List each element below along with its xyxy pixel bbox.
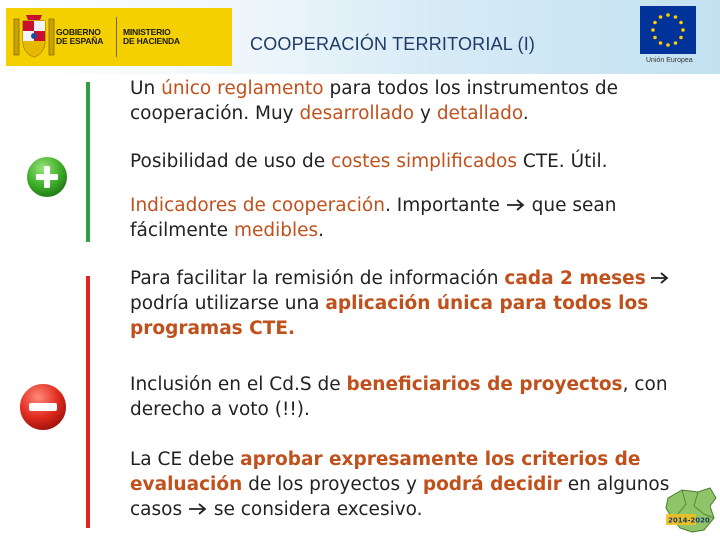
text: Un: [130, 78, 162, 99]
eu-caption: Unión Europea: [646, 57, 693, 64]
text: de los proyectos y: [242, 474, 423, 495]
coat-of-arms-icon: [12, 11, 56, 63]
text: en algunos casos: [130, 474, 670, 520]
government-name: GOBIERNO DE ESPAÑA: [56, 27, 104, 46]
arrow-right-icon: [188, 502, 208, 516]
highlight: cada 2 meses: [504, 268, 646, 289]
highlight: aplicación única para todos los programas CTE.: [130, 293, 649, 339]
arrow-right-icon: [650, 271, 670, 285]
eu-flag-icon: [640, 6, 696, 54]
text: se considera excesivo.: [207, 499, 423, 520]
programme-map-logo: [664, 484, 718, 536]
text: , con derecho a voto (!!).: [130, 374, 668, 420]
eu-logo: [638, 6, 714, 68]
text: podría utilizarse una: [130, 293, 326, 314]
negative-section-bar: [86, 276, 90, 528]
arrow-right-icon: [506, 198, 526, 212]
negative-item: [130, 372, 700, 422]
text: para todos los instrumentos de cooperación. Muy: [130, 78, 618, 124]
negative-item: [130, 266, 700, 341]
highlight: Indicadores de cooperación: [130, 195, 385, 216]
plus-circle-icon: [24, 154, 70, 200]
positive-item: [130, 76, 700, 126]
highlight: beneficiarios de proyectos: [346, 374, 623, 395]
ministry-name: MINISTERIO DE HACIENDA: [123, 27, 180, 46]
text: Posibilidad de uso de: [130, 151, 332, 172]
highlight: costes simplificados: [331, 151, 518, 172]
highlight: medibles: [233, 220, 319, 241]
text: que sean fácilmente: [130, 195, 617, 241]
logo-separator: [116, 17, 117, 57]
highlight: único reglamento: [161, 78, 324, 99]
page-title: COOPERACIÓN TERRITORIAL (I): [250, 34, 536, 54]
text: Para facilitar la remisión de información: [130, 268, 505, 289]
text: y: [414, 103, 437, 124]
highlight: desarrollado: [299, 103, 415, 124]
negative-item: [130, 447, 700, 522]
positive-item: [130, 149, 700, 174]
map-label: 2014-2020: [668, 516, 710, 525]
text: La CE debe: [130, 449, 241, 470]
text: Inclusión en el Cd.S de: [130, 374, 347, 395]
government-logo: [6, 8, 232, 66]
text: CTE. Útil.: [517, 151, 608, 172]
highlight: podrá decidir: [422, 474, 562, 495]
minus-circle-icon: [16, 380, 70, 434]
text: .: [318, 220, 325, 241]
text: .: [522, 103, 529, 124]
positive-item: [130, 193, 700, 243]
highlight: detallado: [436, 103, 523, 124]
text: . Importante: [384, 195, 506, 216]
highlight: aprobar expresamente los criterios de evaluación: [130, 449, 641, 495]
positive-section-bar: [86, 82, 90, 242]
